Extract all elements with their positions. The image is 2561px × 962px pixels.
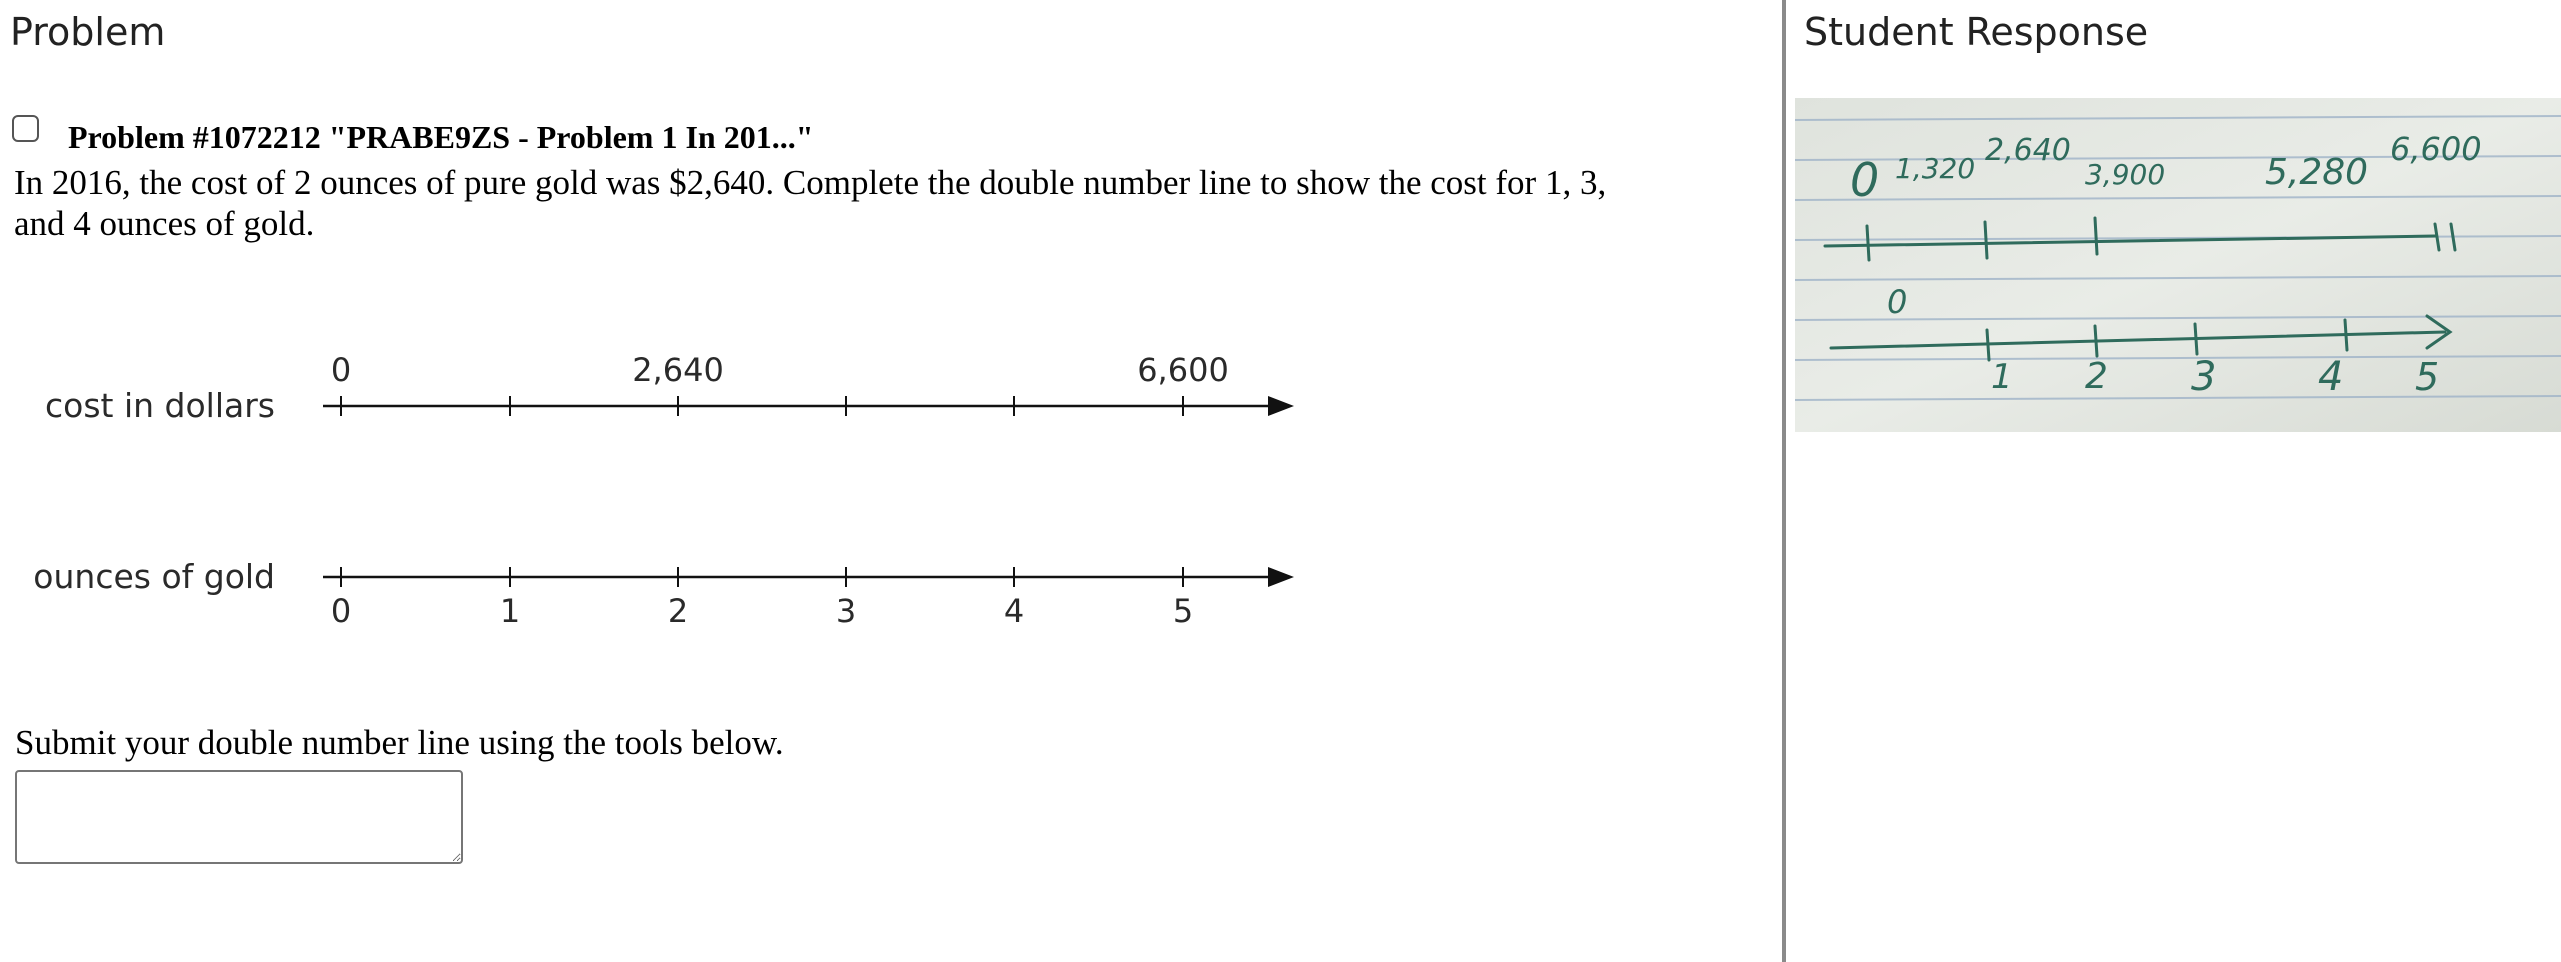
bottom-tick-label: 5: [1172, 592, 1194, 630]
top-tick-label: 0: [330, 351, 352, 389]
bottom-tick-label: 0: [330, 592, 352, 630]
bottom-tick-label: 3: [835, 592, 857, 630]
student-response-panel: [1786, 0, 2561, 962]
student-response-heading: Student Response: [1804, 10, 2149, 54]
problem-title: Problem #1072212 "PRABE9ZS - Problem 1 In 201...": [68, 119, 814, 155]
student-response-photo: [1795, 98, 2561, 432]
handwriting-bottom-4: 4: [2318, 354, 2344, 400]
problem-heading: Problem: [10, 10, 166, 54]
bottom-tick-label: 1: [499, 592, 521, 630]
top-line-label: cost in dollars: [45, 386, 275, 425]
handwriting-bottom-5: 5: [2415, 355, 2440, 399]
handwriting-bottom-1: 1: [1991, 357, 2013, 397]
handwriting-top-0: 0: [1850, 153, 1880, 207]
submit-instruction: Submit your double number line using the tools below.: [15, 723, 784, 762]
handwriting-top-2: 2,640: [1985, 133, 2071, 168]
handwriting-bottom-0: 0: [1887, 283, 1908, 321]
top-tick-label: 6,600: [1137, 351, 1229, 389]
handwriting-top-4: 5,280: [2265, 152, 2369, 193]
handwriting-bottom-2: 2: [2085, 356, 2108, 397]
top-line-arrow: [1268, 396, 1294, 416]
handwriting-top-1: 1,320: [1895, 152, 1976, 185]
bottom-line-arrow: [1268, 567, 1294, 587]
answer-textarea[interactable]: [15, 770, 463, 864]
top-tick-label: 2,640: [632, 351, 724, 389]
problem-statement: In 2016, the cost of 2 ounces of pure gold was $2,640. Complete the double number line to show the cost for 1, 3, and 4 ounces of gold.: [14, 163, 1607, 243]
handwriting-top-5: 6,600: [2390, 130, 2482, 168]
bottom-tick-label: 4: [1003, 592, 1025, 630]
problem-checkbox[interactable]: [12, 115, 39, 142]
handwriting-bottom-3: 3: [2191, 354, 2217, 400]
double-number-line: [0, 330, 1400, 660]
handwriting-top-3: 3,900: [2085, 158, 2166, 191]
bottom-line-label: ounces of gold: [33, 557, 275, 596]
bottom-tick-label: 2: [667, 592, 689, 630]
